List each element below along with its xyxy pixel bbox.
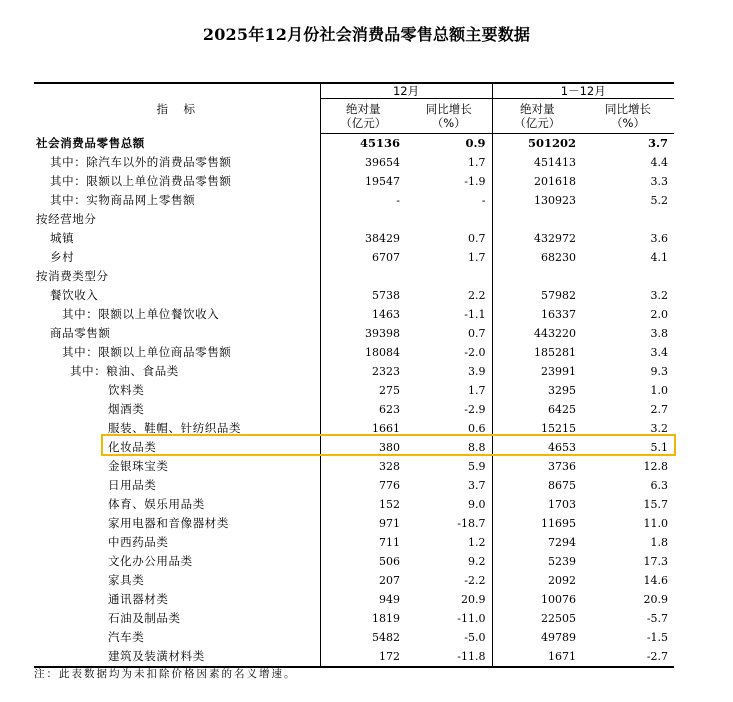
ytd-abs-value: 23991	[541, 365, 577, 378]
table-row	[34, 248, 674, 267]
table-row	[34, 362, 674, 381]
row-label: 通讯器材类	[34, 590, 320, 609]
table-row	[34, 305, 674, 324]
highlight-box	[101, 434, 676, 456]
table-row	[34, 343, 674, 362]
table-row	[34, 381, 674, 400]
ytd-abs-value: 5239	[548, 555, 577, 568]
month-growth-value: 1.7	[406, 248, 492, 267]
month-growth-header: 同比增长 （%）	[406, 99, 492, 134]
table-footnote: 注：此表数据均为未扣除价格因素的名义增速。	[34, 668, 297, 680]
month-abs-value: 39654	[365, 156, 400, 169]
month-abs-value: 39398	[365, 327, 400, 340]
ytd-abs-value: 15215	[541, 422, 577, 435]
ytd-growth-value: 3.3	[650, 175, 669, 188]
row-label: 体育、娱乐用品类	[34, 495, 320, 514]
ytd-growth-value: 12.8	[643, 460, 669, 473]
table-row	[34, 647, 674, 667]
ytd-abs-value: 501202	[528, 136, 577, 150]
ytd-abs-value: 432972	[534, 232, 577, 245]
month-growth-value: -	[406, 191, 492, 210]
ytd-growth-value: 3.8	[650, 327, 669, 340]
month-abs-value: 5482	[372, 631, 400, 644]
row-label: 金银珠宝类	[34, 457, 320, 476]
month-growth-value: 9.0	[406, 495, 492, 514]
month-abs-value: 45136	[359, 136, 400, 150]
month-abs-value: 2323	[372, 365, 400, 378]
month-growth-value: 1.2	[406, 533, 492, 552]
month-growth-value: -2.0	[406, 343, 492, 362]
ytd-abs-value: 16337	[541, 308, 577, 321]
month-growth-value: 0.7	[406, 229, 492, 248]
ytd-abs-value: 49789	[541, 631, 577, 644]
ytd-growth-value: 6.3	[650, 479, 669, 492]
ytd-growth-value: 11.0	[643, 517, 669, 530]
row-label: 餐饮收入	[34, 286, 320, 305]
month-growth-value: 5.9	[406, 457, 492, 476]
month-growth-value: 3.9	[406, 362, 492, 381]
ytd-growth-value: 17.3	[643, 555, 669, 568]
ytd-abs-value: 443220	[534, 327, 577, 340]
month-growth-value: 1.7	[406, 153, 492, 172]
month-growth-value: -5.0	[406, 628, 492, 647]
row-label: 服装、鞋帽、针纺织品类	[34, 419, 320, 438]
ytd-growth-value: 3.6	[650, 232, 669, 245]
month-abs-value: 711	[379, 536, 400, 549]
table-row	[34, 400, 674, 419]
month-growth-value: 8.8	[406, 438, 492, 457]
table-row	[34, 533, 674, 552]
ytd-abs-value	[492, 267, 582, 286]
month-abs-value: 6707	[372, 251, 400, 264]
row-label: 文化办公用品类	[34, 552, 320, 571]
ytd-abs-value: 3295	[548, 384, 577, 397]
month-abs-value: 328	[379, 460, 400, 473]
ytd-abs-value	[492, 210, 582, 229]
month-growth-value: 1.7	[406, 381, 492, 400]
month-abs-value: 18084	[365, 346, 400, 359]
month-growth-value: 0.7	[406, 324, 492, 343]
row-label: 其中：限额以上单位消费品零售额	[34, 172, 320, 191]
table-row	[34, 191, 674, 210]
month-abs-value: 1819	[372, 612, 400, 625]
row-label: 其中：限额以上单位餐饮收入	[34, 305, 320, 324]
indicator-header: 指 标	[34, 83, 320, 134]
month-growth-value: -1.9	[406, 172, 492, 191]
ytd-abs-value: 130923	[534, 194, 577, 207]
month-abs-value: 172	[320, 647, 406, 667]
ytd-abs-value: 4653	[548, 441, 577, 454]
row-label: 建筑及装潢材料类	[34, 647, 320, 667]
ytd-abs-value: 1671	[492, 647, 582, 667]
month-abs-header: 绝对量 （亿元）	[320, 99, 406, 134]
ytd-abs-value: 7294	[548, 536, 577, 549]
month-abs-value: 38429	[365, 232, 400, 245]
ytd-growth-value: 1.0	[650, 384, 669, 397]
table-row	[34, 229, 674, 248]
ytd-growth-value: 5.1	[650, 441, 669, 454]
ytd-growth-value: -5.7	[646, 612, 669, 625]
ytd-abs-value: 57982	[541, 289, 577, 302]
ytd-growth-header: 同比增长 （%）	[582, 99, 674, 134]
table-body	[34, 134, 674, 668]
ytd-growth-value: 14.6	[643, 574, 669, 587]
ytd-growth-value	[582, 267, 674, 286]
ytd-growth-value: -1.5	[646, 631, 669, 644]
ytd-growth-value: 9.3	[650, 365, 669, 378]
month-growth-value	[406, 267, 492, 286]
table-row	[34, 153, 674, 172]
month-abs-value: 1463	[372, 308, 400, 321]
row-label: 家具类	[34, 571, 320, 590]
month-growth-value: 3.7	[406, 476, 492, 495]
ytd-growth-value: 3.2	[650, 289, 669, 302]
ytd-growth-value: 20.9	[643, 593, 669, 606]
ytd-abs-value: 1703	[548, 498, 577, 511]
table-row	[34, 571, 674, 590]
page-title: 2025年12月份社会消费品零售总额主要数据	[202, 25, 531, 44]
retail-sales-table	[34, 82, 674, 668]
month-abs-value: 776	[379, 479, 400, 492]
ytd-growth-value: 2.0	[650, 308, 669, 321]
month-growth-value	[406, 210, 492, 229]
ytd-growth-value: 4.1	[650, 251, 669, 264]
table-row	[34, 609, 674, 628]
table-row	[34, 324, 674, 343]
ytd-growth-value	[582, 210, 674, 229]
table-row	[34, 267, 674, 286]
row-label: 家用电器和音像器材类	[34, 514, 320, 533]
month-growth-value: -1.1	[406, 305, 492, 324]
row-label: 中西药品类	[34, 533, 320, 552]
ytd-growth-value: -2.7	[582, 647, 674, 667]
row-label: 石油及制品类	[34, 609, 320, 628]
row-label: 商品零售额	[34, 324, 320, 343]
ytd-growth-value: 15.7	[643, 498, 669, 511]
month-growth-value: 2.2	[406, 286, 492, 305]
row-label: 按经营地分	[34, 210, 320, 229]
month-growth-value: 0.9	[406, 134, 492, 154]
period-ytd-header: 1－12月	[492, 83, 674, 99]
table-row	[34, 210, 674, 229]
ytd-abs-value: 11695	[541, 517, 577, 530]
row-label: 烟酒类	[34, 400, 320, 419]
row-label: 其中：粮油、食品类	[34, 362, 320, 381]
month-growth-value: -11.0	[406, 609, 492, 628]
month-abs-value: 5738	[372, 289, 400, 302]
row-label: 其中：除汽车以外的消费品零售额	[34, 153, 320, 172]
ytd-abs-value: 8675	[548, 479, 577, 492]
row-label: 化妆品类	[34, 438, 320, 457]
month-abs-value: 949	[379, 593, 400, 606]
table-row	[34, 172, 674, 191]
row-label: 其中：实物商品网上零售额	[34, 191, 320, 210]
row-label: 饮料类	[34, 381, 320, 400]
ytd-abs-value: 6425	[548, 403, 577, 416]
ytd-abs-value: 2092	[548, 574, 577, 587]
table-row	[34, 552, 674, 571]
ytd-abs-header: 绝对量 （亿元）	[492, 99, 582, 134]
month-abs-value	[320, 267, 406, 286]
ytd-growth-value: 5.2	[650, 194, 669, 207]
month-growth-value: 9.2	[406, 552, 492, 571]
row-label: 汽车类	[34, 628, 320, 647]
ytd-abs-value: 22505	[541, 612, 577, 625]
month-growth-value: -2.9	[406, 400, 492, 419]
month-abs-value: -	[396, 194, 400, 207]
row-label: 城镇	[34, 229, 320, 248]
ytd-abs-value: 185281	[534, 346, 577, 359]
month-abs-value: 152	[379, 498, 400, 511]
ytd-abs-value: 201618	[534, 175, 577, 188]
row-label: 社会消费品零售总额	[34, 134, 320, 154]
ytd-abs-value: 451413	[534, 156, 577, 169]
table-row	[34, 476, 674, 495]
month-abs-value: 19547	[365, 175, 400, 188]
table-row	[34, 514, 674, 533]
ytd-growth-value: 2.7	[650, 403, 669, 416]
row-label: 其中：限额以上单位商品零售额	[34, 343, 320, 362]
ytd-growth-value: 4.4	[650, 156, 669, 169]
month-growth-value: 20.9	[406, 590, 492, 609]
ytd-growth-value: 3.4	[650, 346, 669, 359]
ytd-growth-value: 3.7	[648, 136, 669, 150]
month-growth-value: 0.6	[406, 419, 492, 438]
ytd-growth-value: 1.8	[650, 536, 669, 549]
row-label: 按消费类型分	[34, 267, 320, 286]
month-abs-value: 623	[379, 403, 400, 416]
month-growth-value: -2.2	[406, 571, 492, 590]
table-row	[34, 134, 674, 154]
month-abs-value: 1661	[372, 422, 400, 435]
ytd-abs-value: 68230	[541, 251, 577, 264]
ytd-growth-value: 3.2	[650, 422, 669, 435]
table-row	[34, 628, 674, 647]
ytd-abs-value: 10076	[541, 593, 577, 606]
month-growth-value: -11.8	[406, 647, 492, 667]
period-month-header: 12月	[320, 83, 492, 99]
table-row	[34, 457, 674, 476]
month-abs-value: 275	[379, 384, 400, 397]
ytd-abs-value: 3736	[548, 460, 577, 473]
month-growth-value: -18.7	[406, 514, 492, 533]
row-label: 日用品类	[34, 476, 320, 495]
month-abs-value: 380	[379, 441, 400, 454]
month-abs-value	[320, 210, 406, 229]
row-label: 乡村	[34, 248, 320, 267]
table-row	[34, 590, 674, 609]
table-row	[34, 495, 674, 514]
table-row	[34, 286, 674, 305]
month-abs-value: 506	[379, 555, 400, 568]
month-abs-value: 971	[379, 517, 400, 530]
month-abs-value: 207	[379, 574, 400, 587]
